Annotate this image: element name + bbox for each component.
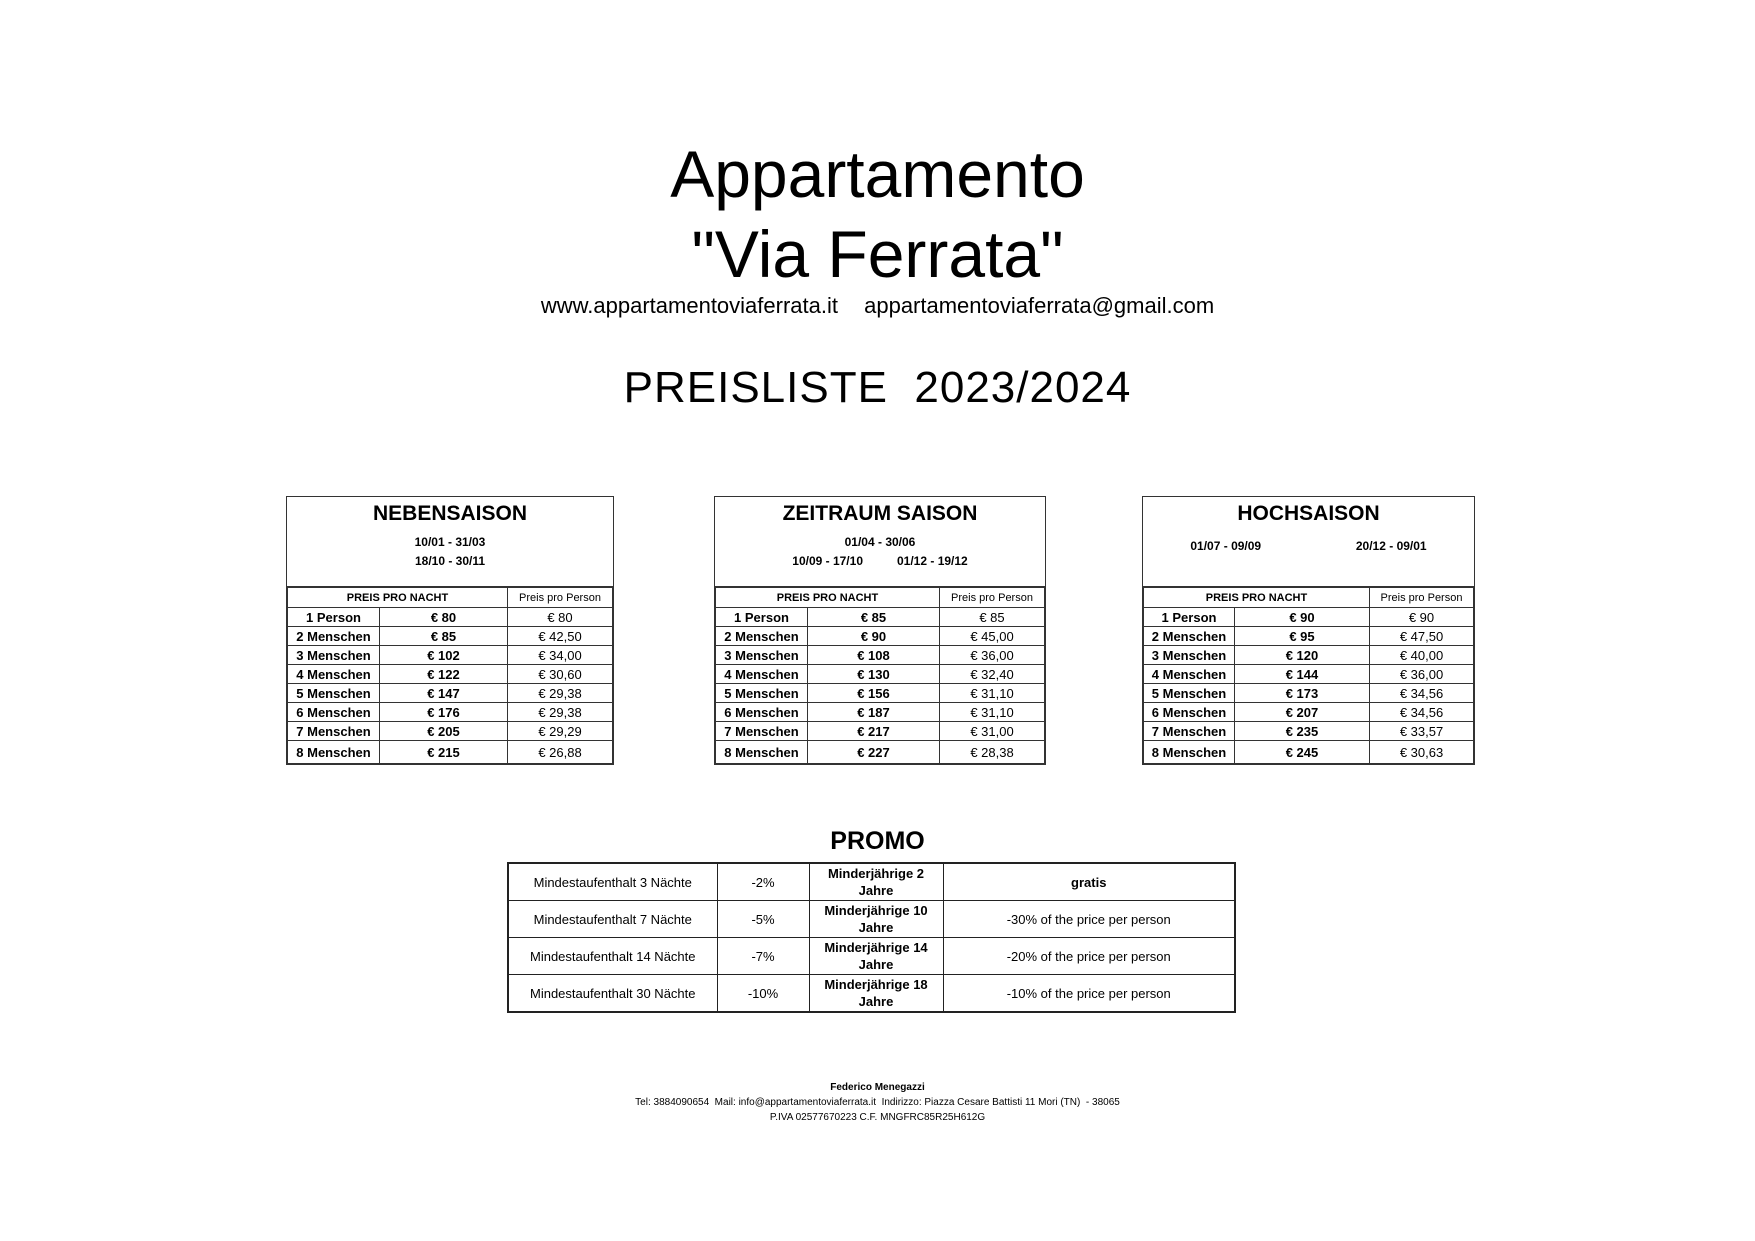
season-name: HOCHSAISON: [1237, 502, 1380, 525]
persons-cell: 3 Menschen: [716, 646, 808, 665]
contact-line: [0, 292, 1755, 320]
price-row: [288, 684, 613, 703]
price-row: [1144, 608, 1474, 627]
persons-cell: 4 Menschen: [288, 665, 380, 684]
price-night-cell: € 130: [808, 665, 940, 684]
date-range: 01/07 - 09/09: [1190, 539, 1262, 553]
price-night-cell: € 120: [1235, 646, 1370, 665]
persons-cell: 4 Menschen: [716, 665, 808, 684]
date-range: 10/09 - 17/10: [792, 554, 863, 568]
season-dates: [287, 527, 613, 571]
persons-cell: 6 Menschen: [288, 703, 380, 722]
price-row: [288, 722, 613, 741]
title-line-2: "Via Ferrata": [691, 217, 1064, 291]
min-stay-cell: Mindestaufenthalt 7 Nächte: [508, 901, 717, 938]
min-stay-cell: Mindestaufenthalt 14 Nächte: [508, 938, 717, 975]
col-header-price-night: PREIS PRO NACHT: [1144, 588, 1370, 608]
email-link[interactable]: appartamentoviaferrata@gmail.com: [864, 293, 1215, 318]
date-range: 18/10 - 30/11: [414, 554, 486, 568]
price-per-person-cell: € 45,00: [940, 627, 1045, 646]
price-night-cell: € 80: [380, 608, 508, 627]
price-row: [716, 646, 1045, 665]
promo-row: [508, 863, 1235, 901]
price-row: [288, 608, 613, 627]
promo-row: [508, 975, 1235, 1013]
price-per-person-cell: € 90: [1370, 608, 1474, 627]
footer: [0, 1080, 1755, 1125]
price-per-person-cell: € 36,00: [1370, 665, 1474, 684]
price-per-person-cell: € 85: [940, 608, 1045, 627]
price-row: [716, 703, 1045, 722]
minor-age-cell: Minderjährige 14 Jahre: [809, 938, 943, 975]
minor-price-cell: gratis: [943, 863, 1235, 901]
min-stay-cell: Mindestaufenthalt 3 Nächte: [508, 863, 717, 901]
price-night-cell: € 144: [1235, 665, 1370, 684]
price-night-cell: € 122: [380, 665, 508, 684]
persons-cell: 6 Menschen: [716, 703, 808, 722]
footer-contact-line: Tel: 3884090654 Mail: info@appartamentoviaferrata.it Indirizzo: Piazza Cesare Battisti 11 Mori (TN) - 38065: [635, 1097, 1120, 1108]
price-per-person-cell: € 33,57: [1370, 722, 1474, 741]
persons-cell: 5 Menschen: [1144, 684, 1235, 703]
date-range: 10/01 - 31/03: [414, 535, 486, 549]
discount-cell: -7%: [717, 938, 809, 975]
minor-price-cell: -10% of the price per person: [943, 975, 1235, 1013]
minor-age-cell: Minderjährige 2 Jahre: [809, 863, 943, 901]
price-per-person-cell: € 31,10: [940, 684, 1045, 703]
season-table-zeitraum: [714, 496, 1046, 765]
price-row: [716, 627, 1045, 646]
promo-row: [508, 901, 1235, 938]
price-row: [1144, 722, 1474, 741]
price-per-person-cell: € 30,63: [1370, 741, 1474, 764]
price-night-cell: € 85: [380, 627, 508, 646]
persons-cell: 5 Menschen: [288, 684, 380, 703]
persons-cell: 3 Menschen: [1144, 646, 1235, 665]
price-list-title: PREISLISTE 2023/2024: [623, 363, 1132, 412]
price-night-cell: € 217: [808, 722, 940, 741]
price-night-cell: € 245: [1235, 741, 1370, 764]
price-row: [1144, 646, 1474, 665]
promo-title: PROMO: [830, 827, 925, 855]
persons-cell: 1 Person: [1144, 608, 1235, 627]
season-table-nebensaison: [286, 496, 614, 765]
price-row: [1144, 703, 1474, 722]
col-header-per-person: Preis pro Person: [940, 588, 1045, 608]
price-row: [1144, 741, 1474, 764]
persons-cell: 8 Menschen: [716, 741, 808, 764]
persons-cell: 6 Menschen: [1144, 703, 1235, 722]
season-table-hochsaison: [1142, 496, 1475, 765]
price-night-cell: € 147: [380, 684, 508, 703]
min-stay-cell: Mindestaufenthalt 30 Nächte: [508, 975, 717, 1013]
minor-age-cell: Minderjährige 18 Jahre: [809, 975, 943, 1013]
price-row: [288, 627, 613, 646]
promo-row: [508, 938, 1235, 975]
minor-price-cell: -20% of the price per person: [943, 938, 1235, 975]
persons-cell: 1 Person: [716, 608, 808, 627]
price-night-cell: € 227: [808, 741, 940, 764]
price-night-cell: € 90: [808, 627, 940, 646]
price-row: [716, 684, 1045, 703]
price-night-cell: € 235: [1235, 722, 1370, 741]
season-header: [287, 497, 613, 587]
price-per-person-cell: € 34,56: [1370, 684, 1474, 703]
price-row: [716, 608, 1045, 627]
price-per-person-cell: € 34,00: [508, 646, 613, 665]
persons-cell: 2 Menschen: [1144, 627, 1235, 646]
price-table: [715, 587, 1045, 764]
date-range: 20/12 - 09/01: [1355, 539, 1427, 553]
title-line-1: Appartamento: [670, 137, 1085, 211]
price-night-cell: € 85: [808, 608, 940, 627]
season-header: [715, 497, 1045, 587]
date-range: 01/04 - 30/06: [844, 535, 916, 549]
price-per-person-cell: € 36,00: [940, 646, 1045, 665]
price-row: [1144, 627, 1474, 646]
price-per-person-cell: € 29,29: [508, 722, 613, 741]
season-name: NEBENSAISON: [372, 502, 528, 525]
season-name: ZEITRAUM SAISON: [782, 502, 978, 525]
minor-age-cell: Minderjährige 10 Jahre: [809, 901, 943, 938]
price-night-cell: € 205: [380, 722, 508, 741]
persons-cell: 3 Menschen: [288, 646, 380, 665]
discount-cell: -2%: [717, 863, 809, 901]
persons-cell: 7 Menschen: [1144, 722, 1235, 741]
footer-owner-name: Federico Menegazzi: [830, 1082, 925, 1093]
price-row: [288, 665, 613, 684]
discount-cell: -5%: [717, 901, 809, 938]
persons-cell: 2 Menschen: [288, 627, 380, 646]
price-per-person-cell: € 47,50: [1370, 627, 1474, 646]
price-night-cell: € 173: [1235, 684, 1370, 703]
price-row: [716, 741, 1045, 764]
persons-cell: 4 Menschen: [1144, 665, 1235, 684]
price-row: [1144, 665, 1474, 684]
price-per-person-cell: € 26,88: [508, 741, 613, 764]
price-per-person-cell: € 31,00: [940, 722, 1045, 741]
price-row: [288, 741, 613, 764]
persons-cell: 8 Menschen: [1144, 741, 1235, 764]
season-dates: [715, 527, 1045, 571]
footer-tax-line: P.IVA 02577670223 C.F. MNGFRC85R25H612G: [769, 1112, 986, 1123]
persons-cell: 7 Menschen: [288, 722, 380, 741]
price-night-cell: € 108: [808, 646, 940, 665]
price-night-cell: € 176: [380, 703, 508, 722]
price-row: [288, 646, 613, 665]
price-per-person-cell: € 29,38: [508, 684, 613, 703]
persons-cell: 5 Menschen: [716, 684, 808, 703]
col-header-price-night: PREIS PRO NACHT: [716, 588, 940, 608]
persons-cell: 2 Menschen: [716, 627, 808, 646]
price-table: [1143, 587, 1474, 764]
minor-price-cell: -30% of the price per person: [943, 901, 1235, 938]
price-row: [716, 722, 1045, 741]
price-per-person-cell: € 32,40: [940, 665, 1045, 684]
discount-cell: -10%: [717, 975, 809, 1013]
price-night-cell: € 187: [808, 703, 940, 722]
price-night-cell: € 95: [1235, 627, 1370, 646]
website-link[interactable]: www.appartamentoviaferrata.it: [540, 293, 838, 318]
price-night-cell: € 90: [1235, 608, 1370, 627]
price-per-person-cell: € 34,56: [1370, 703, 1474, 722]
price-row: [716, 665, 1045, 684]
persons-cell: 1 Person: [288, 608, 380, 627]
price-row: [1144, 684, 1474, 703]
col-header-per-person: Preis pro Person: [508, 588, 613, 608]
col-header-price-night: PREIS PRO NACHT: [288, 588, 508, 608]
persons-cell: 8 Menschen: [288, 741, 380, 764]
price-per-person-cell: € 28,38: [940, 741, 1045, 764]
promo-table: [507, 862, 1236, 1013]
price-per-person-cell: € 30,60: [508, 665, 613, 684]
date-range: 01/12 - 19/12: [897, 554, 968, 568]
price-per-person-cell: € 31,10: [940, 703, 1045, 722]
season-dates: [1143, 527, 1474, 553]
persons-cell: 7 Menschen: [716, 722, 808, 741]
price-per-person-cell: € 40,00: [1370, 646, 1474, 665]
price-night-cell: € 215: [380, 741, 508, 764]
price-per-person-cell: € 80: [508, 608, 613, 627]
price-per-person-cell: € 29,38: [508, 703, 613, 722]
price-per-person-cell: € 42,50: [508, 627, 613, 646]
price-night-cell: € 102: [380, 646, 508, 665]
price-night-cell: € 207: [1235, 703, 1370, 722]
price-table: [287, 587, 613, 764]
price-row: [288, 703, 613, 722]
price-night-cell: € 156: [808, 684, 940, 703]
season-header: [1143, 497, 1474, 587]
col-header-per-person: Preis pro Person: [1370, 588, 1474, 608]
